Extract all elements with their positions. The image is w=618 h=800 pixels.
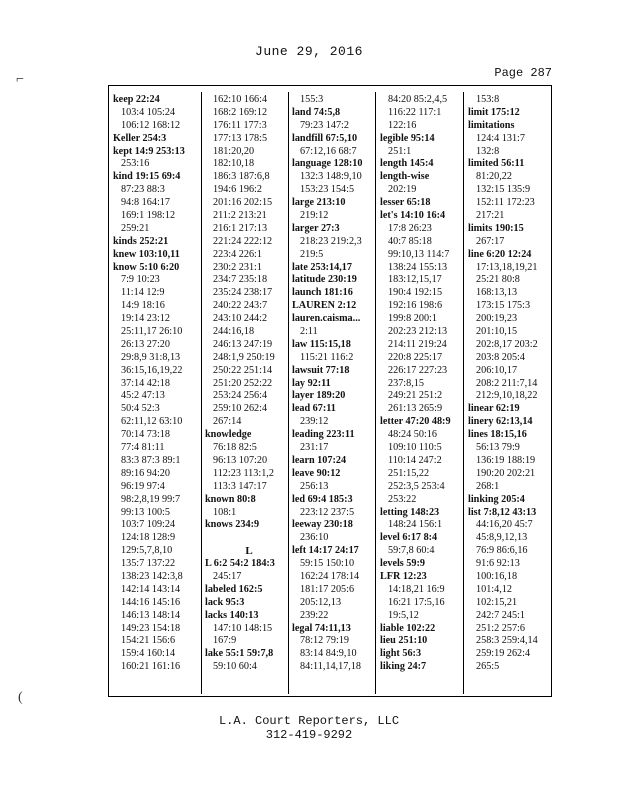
index-line: 194:6 196:2: [213, 184, 262, 196]
index-line: 98:2,8,19 99:7: [121, 493, 181, 505]
index-line: 147:10 148:15: [213, 622, 273, 634]
index-line: 152:11 172:23: [476, 197, 535, 209]
index-column-1: [113, 94, 201, 674]
index-term: linking 205:4: [468, 493, 525, 505]
index-line: 59:7,8 60:4: [388, 545, 435, 557]
index-line: 106:12 168:12: [121, 119, 181, 131]
index-line: 154:21 156:6: [121, 635, 176, 647]
index-line: 132:3 148:9,10: [300, 171, 362, 183]
index-line: 146:13 148:14: [121, 609, 181, 621]
letter-heading: L: [245, 545, 253, 558]
index-line: 246:13 247:19: [213, 338, 273, 350]
index-line: 132:15 135:9: [476, 184, 531, 196]
index-term: let's 14:10 16:4: [380, 210, 446, 222]
index-line: 217:21: [476, 210, 505, 222]
index-line: 84:20 85:2,4,5: [388, 94, 448, 105]
index-line: 259:19 262:4: [476, 648, 531, 660]
index-line: 102:15,21: [476, 596, 518, 608]
index-line: 259:21: [121, 222, 150, 234]
index-line: 201:16 202:15: [213, 197, 273, 209]
index-line: 162:10 166:4: [213, 94, 268, 105]
index-line: 231:17: [300, 442, 329, 454]
index-line: 99:10,13 114:7: [388, 248, 450, 260]
index-term: Keller 254:3: [113, 132, 167, 144]
index-line: 110:14 247:2: [388, 454, 442, 466]
index-line: 149:23 154:18: [121, 622, 181, 634]
index-term: lack 95:3: [205, 596, 245, 608]
index-line: 79:23 147:2: [300, 119, 349, 131]
index-term: LFR 12:23: [380, 570, 427, 582]
index-term: limited 56:11: [468, 158, 525, 170]
index-line: 190:20 202:21: [476, 467, 536, 479]
index-term: land 74:5,8: [292, 106, 341, 118]
index-line: 190:4 192:15: [388, 287, 443, 299]
index-line: 199:8 200:1: [388, 313, 437, 325]
index-line: 230:2 231:1: [213, 261, 262, 273]
index-term: know 5:10 6:20: [113, 261, 180, 273]
index-term: lauren.caisma...: [292, 313, 361, 325]
index-term: latitude 230:19: [292, 274, 357, 286]
index-line: 267:17: [476, 235, 505, 247]
index-term: lawsuit 77:18: [292, 364, 350, 376]
index-line: 219:5: [300, 248, 324, 260]
index-term: kind 19:15 69:4: [113, 171, 181, 183]
index-line: 59:10 60:4: [213, 661, 257, 673]
index-term: known 80:8: [205, 493, 256, 505]
index-line: 70:14 73:18: [121, 429, 170, 441]
index-column-3: [292, 94, 380, 674]
index-line: 81:20,22: [476, 171, 512, 183]
index-line: 249:21 251:2: [388, 390, 443, 402]
index-line: 101:4,12: [476, 583, 512, 595]
index-line: 59:15 150:10: [300, 558, 355, 570]
index-line: 89:16 94:20: [121, 467, 170, 479]
index-term: length-wise: [380, 171, 430, 183]
index-line: 242:7 245:1: [476, 609, 525, 621]
index-line: 169:1 198:12: [121, 210, 176, 222]
index-line: 216:1 217:13: [213, 222, 268, 234]
index-term: light 56:3: [380, 648, 422, 660]
index-line: 91:6 92:13: [476, 558, 520, 570]
index-line: 256:13: [300, 480, 329, 492]
index-line: 221:24 222:12: [213, 235, 273, 247]
index-line: 122:16: [388, 119, 417, 131]
index-line: 48:24 50:16: [388, 429, 437, 441]
footer-phone: 312-419-9292: [265, 728, 353, 742]
index-line: 103:4 105:24: [121, 106, 176, 118]
index-term: linear 62:19: [468, 403, 520, 415]
index-line: 234:7 235:18: [213, 274, 268, 286]
index-term: limitations: [468, 119, 515, 131]
index-column-5: [468, 94, 556, 674]
index-line: 212:9,10,18,22: [476, 390, 538, 402]
index-line: 124:18 128:9: [121, 532, 176, 544]
index-line: 2:11: [300, 326, 318, 338]
index-term: keep 22:24: [113, 94, 160, 105]
index-term: language 128:10: [292, 158, 363, 170]
index-line: 239:22: [300, 609, 329, 621]
index-line: 253:16: [121, 158, 150, 170]
index-line: 205:12,13: [300, 596, 342, 608]
index-line: 183:12,15,17: [388, 274, 442, 286]
index-term: lay 92:11: [292, 377, 331, 389]
index-line: 11:14 12:9: [121, 287, 165, 299]
index-line: 245:17: [213, 570, 242, 582]
index-line: [205, 532, 293, 545]
index-line: 142:14 143:14: [121, 583, 181, 595]
index-line: 235:24 238:17: [213, 287, 273, 299]
index-term: layer 189:20: [292, 390, 346, 402]
index-line: 214:11 219:24: [388, 338, 447, 350]
index-line: 219:12: [300, 210, 329, 222]
index-line: 253:22: [388, 493, 417, 505]
index-line: 182:10,18: [213, 158, 255, 170]
index-line: 14:18,21 16:9: [388, 583, 445, 595]
index-line: 251:2 257:6: [476, 622, 525, 634]
index-term: knows 234:9: [205, 519, 260, 531]
index-line: 37:14 42:18: [121, 377, 170, 389]
index-term: larger 27:3: [292, 222, 340, 234]
index-term: liking 24:7: [380, 661, 427, 673]
index-term: lake 55:1 59:7,8: [205, 648, 274, 660]
index-line: 177:13 178:5: [213, 132, 268, 144]
index-line: 153:8: [476, 94, 500, 105]
index-line: 268:1: [476, 480, 500, 492]
index-line: 252:3,5 253:4: [388, 480, 445, 492]
index-term: law 115:15,18: [292, 338, 351, 350]
index-line: 83:14 84:9,10: [300, 648, 357, 660]
index-line: 138:24 155:13: [388, 261, 448, 273]
index-term: LAUREN 2:12: [292, 300, 357, 312]
index-line: 83:3 87:3 89:1: [121, 454, 181, 466]
index-line: 168:2 169:12: [213, 106, 268, 118]
index-line: 135:7 137:22: [121, 558, 176, 570]
index-line: 14:9 18:16: [121, 300, 165, 312]
index-line: 84:11,14,17,18: [300, 661, 362, 673]
index-line: 138:23 142:3,8: [121, 570, 183, 582]
index-line: 162:24 178:14: [300, 570, 360, 582]
index-line: 153:23 154:5: [300, 184, 355, 196]
index-line: 251:20 252:22: [213, 377, 273, 389]
index-line: 25:11,17 26:10: [121, 326, 183, 338]
index-line: 115:21 116:2: [300, 351, 354, 363]
index-line: 108:1: [213, 506, 237, 518]
index-term: list 7:8,12 43:13: [468, 506, 537, 518]
index-line: 19:5,12: [388, 609, 419, 621]
index-line: 103:7 109:24: [121, 519, 176, 531]
index-line: 206:10,17: [476, 364, 518, 376]
index-term: lacks 140:13: [205, 609, 259, 621]
index-term: lieu 251:10: [380, 635, 428, 647]
index-term: linery 62:13,14: [468, 416, 533, 428]
index-term: leading 223:11: [292, 429, 355, 441]
index-line: 181:20,20: [213, 145, 255, 157]
index-term: large 213:10: [292, 197, 346, 209]
index-term: levels 59:9: [380, 558, 425, 570]
index-line: 116:22 117:1: [388, 106, 442, 118]
index-line: 259:10 262:4: [213, 403, 268, 415]
index-term: limits 190:15: [468, 222, 524, 234]
index-line: 96:19 97:4: [121, 480, 165, 492]
index-line: 25:21 80:8: [476, 274, 520, 286]
index-line: 76:9 86:6,16: [476, 545, 528, 557]
index-term: lesser 65:18: [380, 197, 431, 209]
index-line: 239:12: [300, 416, 329, 428]
index-line: 218:23 219:2,3: [300, 235, 362, 247]
scan-mark-bottom: (: [18, 690, 23, 705]
index-column-4: [380, 94, 468, 674]
index-line: 192:16 198:6: [388, 300, 443, 312]
index-line: 220:8 225:17: [388, 351, 443, 363]
index-line: 258:3 259:4,14: [476, 635, 538, 647]
index-term: labeled 162:5: [205, 583, 263, 595]
index-line: 77:4 81:11: [121, 442, 165, 454]
index-term: level 6:17 8:4: [380, 532, 438, 544]
index-term: legal 74:11,13: [292, 622, 351, 634]
index-line: 26:13 27:20: [121, 338, 170, 350]
index-term: kinds 252:21: [113, 235, 169, 247]
index-line: 124:4 131:7: [476, 132, 525, 144]
index-line: 201:10,15: [476, 326, 518, 338]
index-line: 208:2 211:7,14: [476, 377, 538, 389]
index-line: 109:10 110:5: [388, 442, 442, 454]
index-line: 253:24 256:4: [213, 390, 268, 402]
index-term: led 69:4 185:3: [292, 493, 353, 505]
footer-company: L.A. Court Reporters, LLC: [218, 714, 400, 728]
index-line: 16:21 17:5,16: [388, 596, 445, 608]
transcript-date: June 29, 2016: [255, 44, 363, 59]
index-term: learn 107:24: [292, 454, 347, 466]
index-line: 176:11 177:3: [213, 119, 267, 131]
index-line: 99:13 100:5: [121, 506, 170, 518]
index-line: 112:23 113:1,2: [213, 467, 274, 479]
index-term: knowledge: [205, 429, 252, 441]
index-term: leeway 230:18: [292, 519, 353, 531]
index-line: 17:13,18,19,21: [476, 261, 538, 273]
index-line: 160:21 161:16: [121, 661, 181, 673]
index-line: 67:12,16 68:7: [300, 145, 357, 157]
index-term: lead 67:11: [292, 403, 336, 415]
index-line: 94:8 164:17: [121, 197, 170, 209]
index-line: 113:3 147:17: [213, 480, 267, 492]
index-line: 159:4 160:14: [121, 648, 176, 660]
index-term: kept 14:9 253:13: [113, 145, 185, 157]
index-line: 96:13 107:20: [213, 454, 268, 466]
index-line: 203:8 205:4: [476, 351, 525, 363]
index-line: 62:11,12 63:10: [121, 416, 183, 428]
index-line: 173:15 175:3: [476, 300, 531, 312]
index-line: 29:8,9 31:8,13: [121, 351, 181, 363]
column-divider: [201, 92, 202, 694]
index-line: 202:8,17 203:2: [476, 338, 538, 350]
index-column-2: [205, 94, 293, 674]
index-term: late 253:14,17: [292, 261, 352, 273]
index-line: 56:13 79:9: [476, 442, 520, 454]
index-line: 17:8 26:23: [388, 222, 432, 234]
index-term: line 6:20 12:24: [468, 248, 532, 260]
index-term: length 145:4: [380, 158, 434, 170]
index-line: 237:8,15: [388, 377, 424, 389]
index-term: landfill 67:5,10: [292, 132, 358, 144]
page-number: Page 287: [494, 66, 552, 80]
index-line: 244:16,18: [213, 326, 255, 338]
index-term: liable 102:22: [380, 622, 436, 634]
index-line: 223:4 226:1: [213, 248, 262, 260]
index-line: 50:4 52:3: [121, 403, 160, 415]
index-line: 87:23 88:3: [121, 184, 165, 196]
index-line: 202:23 212:13: [388, 326, 448, 338]
index-line: 132:8: [476, 145, 500, 157]
index-term: knew 103:10,11: [113, 248, 180, 260]
index-line: 155:3: [300, 94, 324, 105]
index-line: 261:13 265:9: [388, 403, 443, 415]
index-line: 78:12 79:19: [300, 635, 349, 647]
index-term: limit 175:12: [468, 106, 520, 118]
index-line: 45:2 47:13: [121, 390, 165, 402]
index-line: 236:10: [300, 532, 329, 544]
index-line: 36:15,16,19,22: [121, 364, 183, 376]
index-line: 144:16 145:16: [121, 596, 181, 608]
index-line: 243:10 244:2: [213, 313, 268, 325]
index-line: 223:12 237:5: [300, 506, 355, 518]
index-line: 200:19,23: [476, 313, 518, 325]
index-line: 168:13,13: [476, 287, 518, 299]
index-line: 251:15,22: [388, 467, 430, 479]
index-line: 181:17 205:6: [300, 583, 355, 595]
index-line: 248:1,9 250:19: [213, 351, 275, 363]
index-line: 129:5,7,8,10: [121, 545, 173, 557]
index-term: left 14:17 24:17: [292, 545, 359, 557]
index-term: letting 148:23: [380, 506, 440, 518]
index-line: 240:22 243:7: [213, 300, 268, 312]
index-line: 167:9: [213, 635, 237, 647]
index-line: 136:19 188:19: [476, 454, 536, 466]
index-line: 45:8,9,12,13: [476, 532, 528, 544]
index-line: 40:7 85:18: [388, 235, 432, 247]
scan-mark-top: ⌐: [16, 72, 24, 87]
index-line: 100:16,18: [476, 570, 518, 582]
index-term: letter 47:20 48:9: [380, 416, 451, 428]
index-term: launch 181:16: [292, 287, 353, 299]
index-line: 186:3 187:6,8: [213, 171, 270, 183]
index-line: 19:14 23:12: [121, 313, 170, 325]
index-line: 202:19: [388, 184, 417, 196]
index-line: 148:24 156:1: [388, 519, 443, 531]
index-line: 7:9 10:23: [121, 274, 160, 286]
index-term: legible 95:14: [380, 132, 435, 144]
index-term: L 6:2 54:2 184:3: [205, 558, 275, 570]
index-term: lines 18:15,16: [468, 429, 527, 441]
index-term: leave 90:12: [292, 467, 341, 479]
index-line: 251:1: [388, 145, 412, 157]
index-line: 265:5: [476, 661, 500, 673]
index-line: 226:17 227:23: [388, 364, 448, 376]
index-line: 44:16,20 45:7: [476, 519, 533, 531]
index-line: 250:22 251:14: [213, 364, 273, 376]
index-line: 211:2 213:21: [213, 210, 267, 222]
index-line: 76:18 82:5: [213, 442, 257, 454]
index-line: 267:14: [213, 416, 242, 428]
